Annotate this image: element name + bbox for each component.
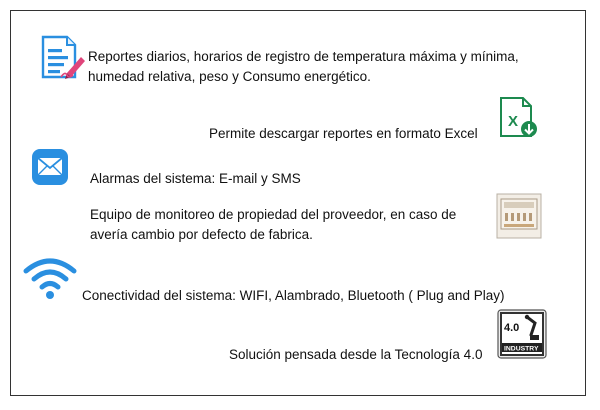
excel-letter: X (508, 113, 519, 130)
industry-badge-bottom: INDUSTRY (504, 345, 539, 353)
feature-panel (10, 10, 586, 396)
industry-badge-top: 4.0 (504, 322, 520, 334)
equipment-text-line2: avería cambio por defecto de fabrica. (90, 227, 313, 242)
mail-icon (31, 148, 69, 186)
wifi-icon (22, 255, 78, 301)
excel-text: Permite descargar reportes en formato Excel (209, 126, 478, 141)
report-document-icon (37, 35, 87, 81)
connectivity-text: Conectividad del sistema: WIFI, Alambrado, Bluetooth ( Plug and Play) (82, 288, 505, 303)
equipment-text-line1: Equipo de monitoreo de propiedad del proveedor, en caso de (90, 207, 457, 222)
alarms-text: Alarmas del sistema: E-mail y SMS (90, 171, 301, 186)
reports-text-line2: humedad relativa, peso y Consumo energético. (88, 69, 371, 84)
industry-text: Solución pensada desde la Tecnología 4.0 (229, 347, 483, 362)
monitoring-device-icon (496, 193, 542, 239)
excel-download-icon (495, 96, 539, 140)
reports-text-line1: Reportes diarios, horarios de registro de temperatura máxima y mínima, (88, 49, 519, 64)
industry-4-icon (497, 309, 547, 359)
